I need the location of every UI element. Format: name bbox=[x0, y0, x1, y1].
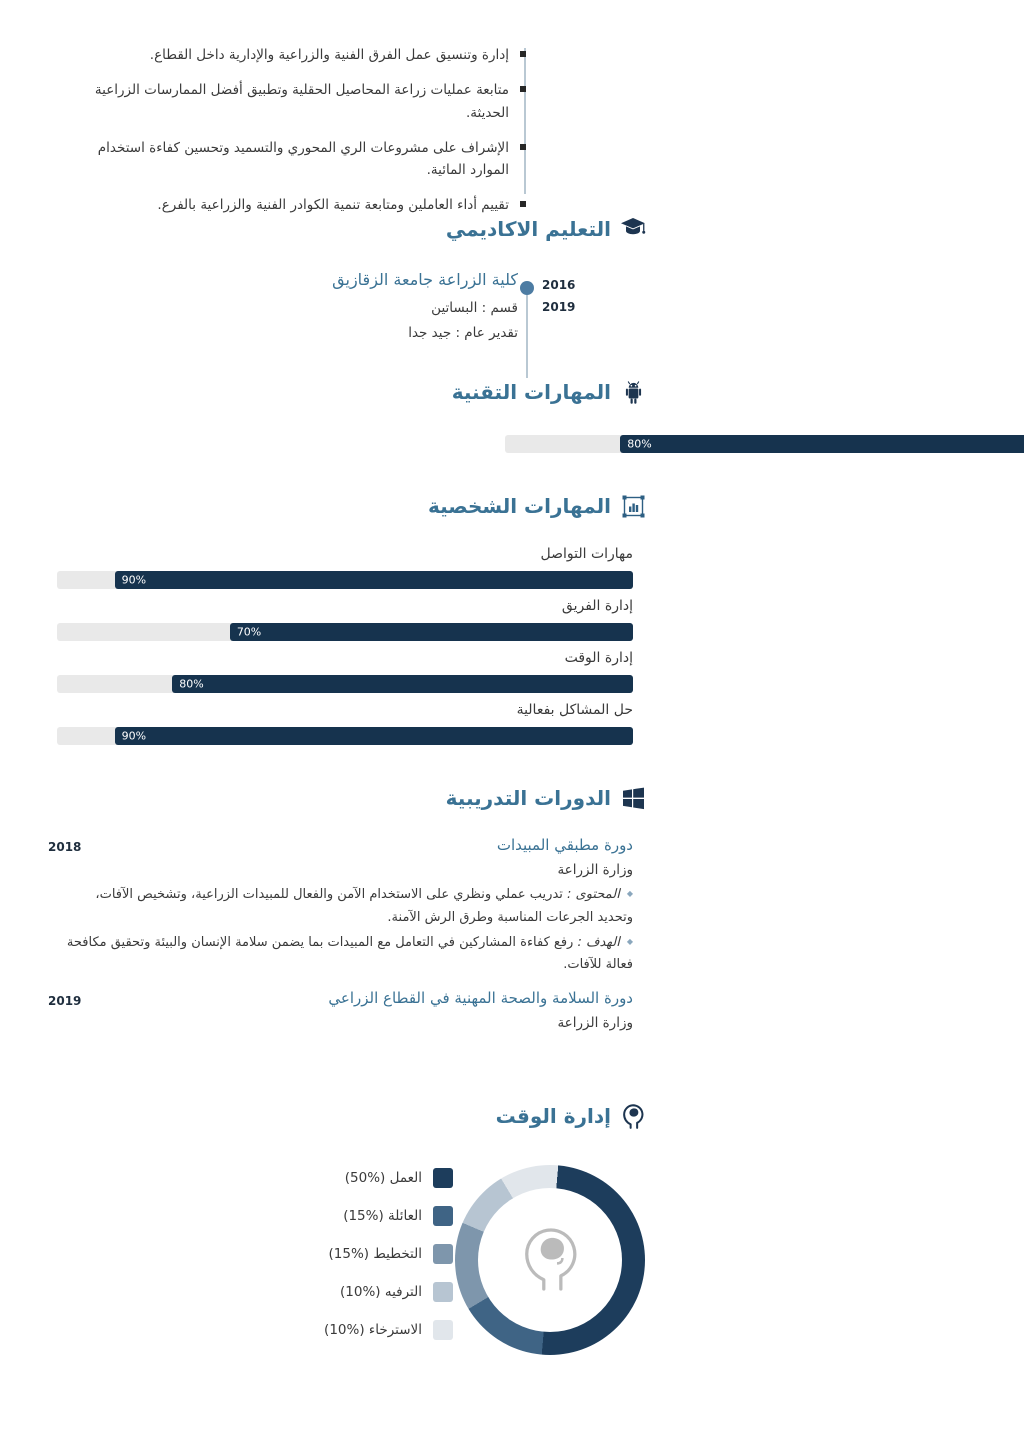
framed-bar-chart-icon bbox=[620, 493, 646, 519]
course-title: دورة السلامة والصحة المهنية في القطاع الزراعي bbox=[328, 989, 633, 1007]
section-title: المهارات التقنية bbox=[451, 380, 611, 404]
legend-row bbox=[324, 1282, 453, 1302]
skill-bar bbox=[57, 623, 633, 641]
course-title: دورة مطبقي المبيدات bbox=[496, 836, 633, 854]
legend-label: الاسترخاء (%10) bbox=[324, 1322, 422, 1338]
legend-label: العمل (%50) bbox=[344, 1170, 422, 1186]
skill-bar-fill bbox=[115, 727, 633, 745]
legend-swatch bbox=[433, 1168, 453, 1188]
legend-row bbox=[324, 1206, 453, 1226]
skill-bar bbox=[57, 675, 633, 693]
technical-skill-bar-fill bbox=[620, 435, 1024, 453]
legend-label: الترفيه (%10) bbox=[339, 1284, 422, 1300]
head-brain-icon bbox=[519, 1223, 581, 1297]
skill-bar-fill bbox=[230, 623, 633, 641]
legend-row bbox=[324, 1168, 453, 1188]
skill-bar-fill bbox=[115, 571, 633, 589]
skill-bar bbox=[57, 727, 633, 745]
skill-label: مهارات التواصل bbox=[540, 546, 633, 562]
android-robot-icon bbox=[620, 379, 646, 405]
education-department: قسم : البساتين bbox=[431, 300, 518, 316]
education-dates bbox=[542, 274, 575, 318]
legend-swatch bbox=[433, 1244, 453, 1264]
legend-label: العائلة (%15) bbox=[343, 1208, 422, 1224]
skill-bar-fill bbox=[172, 675, 633, 693]
education-start-year: 2016 bbox=[542, 278, 576, 292]
course-bullet bbox=[57, 932, 633, 978]
education-timeline-dot bbox=[520, 281, 534, 295]
education-timeline-line bbox=[526, 295, 528, 378]
time-management-section-heading bbox=[496, 1103, 646, 1129]
skill-label: حل المشاكل بفعالية bbox=[516, 702, 633, 718]
legend-row bbox=[324, 1320, 453, 1340]
section-title: الدورات التدريبية bbox=[445, 786, 611, 810]
donut-ring bbox=[455, 1165, 645, 1355]
time-donut-chart bbox=[455, 1165, 645, 1355]
time-chart-legend bbox=[324, 1168, 453, 1358]
graduation-cap-icon bbox=[620, 216, 646, 242]
skill-bar-pct: 70% bbox=[236, 625, 262, 639]
duty-item: متابعة عمليات زراعة المحاصيل الحقلية وتطبيق أفضل الممارسات الزراعية الحديثة. bbox=[57, 79, 509, 124]
technical-skill-bar bbox=[505, 435, 1024, 453]
technical-skills-section-heading bbox=[452, 379, 646, 405]
course-organization: وزارة الزراعة bbox=[557, 1015, 633, 1031]
courses-section-heading bbox=[446, 785, 646, 811]
course-bullet-text: رفع كفاءة المشاركين في التعامل مع المبيدات بما يضمن سلامة الإنسان والبيئة وتحقيق مكافحة فعالة للآفات. bbox=[66, 934, 633, 973]
windows-logo-icon bbox=[620, 785, 646, 811]
duty-item: إدارة وتنسيق عمل الفرق الفنية والزراعية والإدارية داخل القطاع. bbox=[57, 44, 509, 66]
education-section-heading bbox=[446, 216, 646, 242]
skill-bar-pct: 90% bbox=[121, 729, 147, 743]
legend-swatch bbox=[433, 1282, 453, 1302]
technical-skill-bar-pct: 80% bbox=[627, 437, 652, 451]
course-bullet-label: المحتوى : bbox=[562, 887, 620, 902]
personal-skills-section-heading bbox=[428, 493, 646, 519]
education-end-year: 2019 bbox=[542, 300, 576, 314]
course-bullet bbox=[57, 884, 633, 930]
legend-row bbox=[324, 1244, 453, 1264]
skill-label: إدارة الوقت bbox=[564, 650, 633, 666]
section-title: التعليم الاكاديمي bbox=[445, 217, 611, 241]
course-bullet-label: الهدف : bbox=[573, 934, 620, 950]
course-bullet-text: تدريب عملي ونظري على الاستخدام الآمن والفعال للمبيدات الزراعية، وتشخيص الآفات، وتحديد الجرعات المناسبة وطرق الرش الآمنة. bbox=[95, 887, 633, 925]
education-grade: تقدير عام : جيد جدا bbox=[408, 325, 518, 341]
course-entry bbox=[57, 836, 633, 979]
course-year: 2019 bbox=[48, 994, 82, 1008]
duty-item: تقييم أداء العاملين ومتابعة تنمية الكوادر الفنية والزراعية بالفرع. bbox=[57, 194, 509, 216]
education-entry bbox=[88, 270, 518, 346]
section-title: المهارات الشخصية bbox=[427, 494, 611, 518]
skill-bar-pct: 90% bbox=[121, 573, 147, 587]
course-organization: وزارة الزراعة bbox=[557, 862, 633, 878]
course-year: 2018 bbox=[48, 840, 82, 854]
legend-label: التخطيط (%15) bbox=[328, 1246, 422, 1262]
legend-swatch bbox=[433, 1206, 453, 1226]
donut-hole bbox=[478, 1188, 622, 1332]
skill-bar bbox=[57, 571, 633, 589]
personal-skills-list bbox=[57, 546, 633, 754]
head-brain-icon bbox=[620, 1103, 646, 1129]
skill-bar-pct: 80% bbox=[179, 677, 204, 691]
education-entry-title: كلية الزراعة جامعة الزقازيق bbox=[332, 270, 518, 289]
legend-swatch bbox=[433, 1320, 453, 1340]
duty-item: الإشراف على مشروعات الري المحوري والتسميد وتحسين كفاءة استخدام الموارد المائية. bbox=[57, 137, 509, 182]
section-title: إدارة الوقت bbox=[495, 1104, 611, 1128]
duties-list bbox=[57, 44, 509, 230]
experience-timeline-line bbox=[524, 48, 526, 194]
skill-label: إدارة الفريق bbox=[561, 598, 633, 614]
course-entry bbox=[57, 989, 633, 1037]
